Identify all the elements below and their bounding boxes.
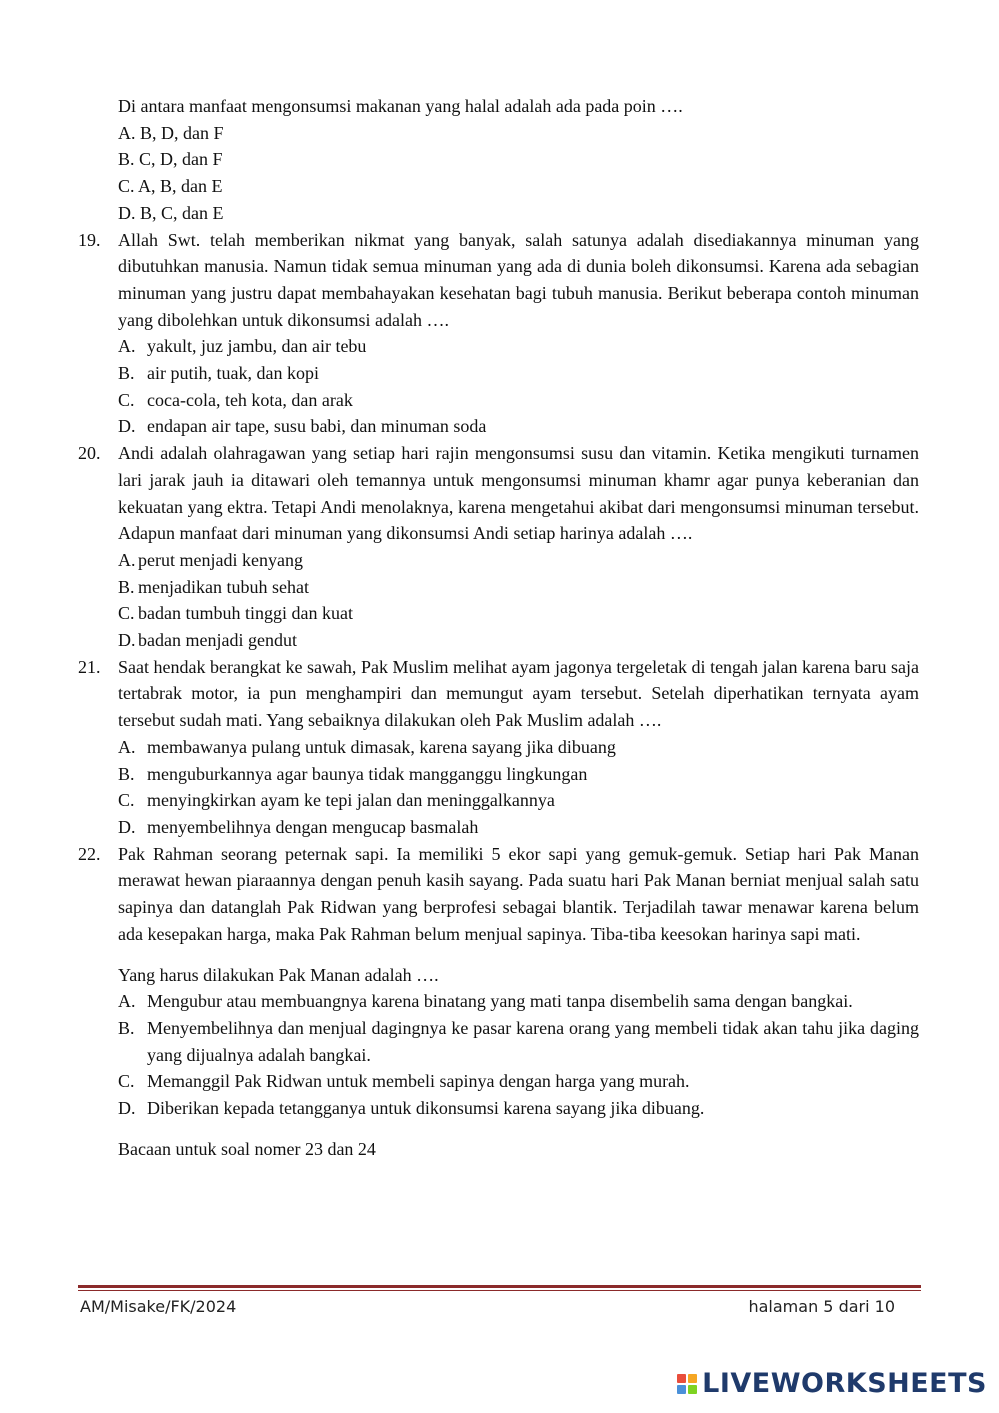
option-text: membawanya pulang untuk dimasak, karena sayang jika dibuang [147, 736, 616, 757]
option-text: endapan air tape, susu babi, dan minuman soda [147, 416, 487, 437]
option-text: menjadikan tubuh sehat [138, 576, 309, 597]
q22-option-d [118, 1095, 919, 1122]
option-letter: D. [118, 416, 136, 437]
question-text: Saat hendak berangkat ke sawah, Pak Muslim melihat ayam jagonya tergeletak di tengah jalan karena baru saja tertabrak motor, ia pun menghampiri dan memungut ayam tersebut. Setelah diperhatikan ternyata ayam tersebut sudah mati. Yang sebaiknya dilakukan oleh Pak Muslim adalah …. [118, 656, 919, 731]
q20-option-a [118, 547, 919, 574]
question-19 [78, 227, 919, 334]
option-letter: C. [118, 1071, 135, 1092]
option-letter: A. [118, 991, 136, 1012]
question-text: Pak Rahman seorang peternak sapi. Ia memiliki 5 ekor sapi yang gemuk-gemuk. Setiap hari Pak Manan merawat hewan piaraannya dengan penuh kasih sayang. Pada suatu hari Pak Manan berniat menjual salah satu sapinya dan datanglah Pak Ridwan yang berprofesi sebagai blantik. Terjadilah tawar menawar karena belum ada kesepakan harga, maka Pak Rahman belum menjual sapinya. Tiba-tiba keesokan harinya sapi mati. [118, 843, 919, 944]
spacer [78, 1122, 919, 1136]
intro-stem: Di antara manfaat mengonsumsi makanan yang halal adalah ada pada poin …. [118, 96, 683, 116]
footer-page-number: halaman 5 dari 10 [748, 1297, 895, 1316]
footer-rule-thick [78, 1285, 921, 1288]
option-letter: D. [118, 630, 136, 651]
option-text: menyembelihnya dengan mengucap basmalah [147, 816, 479, 837]
q20-option-b [118, 574, 919, 601]
q21-option-d [118, 814, 919, 841]
question-20 [78, 440, 919, 547]
option-letter: A. [118, 736, 136, 757]
option-letter: A. [118, 336, 136, 357]
option-letter: A. [118, 549, 136, 570]
option-text: air putih, tuak, dan kopi [147, 363, 319, 384]
option-letter: C. [118, 389, 135, 410]
q22-option-c [118, 1068, 919, 1095]
option-letter: B. [118, 763, 135, 784]
question-21 [78, 654, 919, 734]
intro-option-c: C. A, B, dan E [118, 176, 223, 197]
option-text: Mengubur atau membuangnya karena binatang yang mati tanpa disembelih sama dengan bangkai. [147, 991, 853, 1012]
question-text: Andi adalah olahragawan yang setiap hari rajin mengonsumsi susu dan vitamin. Ketika mengikuti turnamen lari jarak jauh ia ditawari oleh temannya untuk mengonsumsi minuman khamr agar punya keberanian dan kekuatan yang ektra. Tetapi Andi menolaknya, karena mengetahui akibat dari mengonsumsi minuman tersebut. Adapun manfaat dari minuman yang dikonsumsi Andi setiap harinya adalah …. [118, 443, 919, 544]
q22-option-b [118, 1015, 919, 1068]
option-text: perut menjadi kenyang [138, 549, 303, 570]
option-letter: C. [118, 603, 135, 624]
option-letter: D. [118, 816, 136, 837]
intro-option-b: B. C, D, dan F [118, 149, 223, 170]
option-text: yakult, juz jambu, dan air tebu [147, 336, 367, 357]
logo-square-orange [688, 1374, 697, 1383]
logo-square-blue [677, 1385, 686, 1394]
option-letter: B. [118, 576, 135, 597]
q21-option-a [118, 734, 919, 761]
q20-option-d [118, 627, 919, 654]
option-text: menguburkannya agar baunya tidak mangganggu lingkungan [147, 763, 588, 784]
footer-document-code: AM/Misake/FK/2024 [80, 1297, 237, 1316]
q19-option-c [118, 387, 919, 414]
page-content [78, 93, 919, 1162]
question-number: 22. [78, 843, 101, 864]
spacer [78, 948, 919, 962]
intro-option-a: A. B, D, dan F [118, 122, 224, 143]
q19-option-a [118, 333, 919, 360]
q21-option-c [118, 787, 919, 814]
intro-option-d: D. B, C, dan E [118, 202, 224, 223]
option-letter: B. [118, 363, 135, 384]
q21-option-b [118, 761, 919, 788]
question-text: Allah Swt. telah memberikan nikmat yang banyak, salah satunya adalah disediakannya minuman yang dibutuhkan manusia. Namun tidak semua minuman yang ada di dunia boleh dikonsumsi. Karena ada sebagian minuman yang justru dapat membahayakan kesehatan bagi tubuh manusia. Berikut beberapa contoh minuman yang dibolehkan untuk dikonsumsi adalah …. [118, 229, 919, 330]
q19-option-d [118, 413, 919, 440]
question-number: 20. [78, 443, 101, 464]
q19-option-b [118, 360, 919, 387]
option-letter: B. [118, 1017, 135, 1038]
q22-prompt: Yang harus dilakukan Pak Manan adalah …. [118, 964, 439, 985]
q22-option-a [118, 988, 919, 1015]
option-text: badan tumbuh tinggi dan kuat [138, 603, 353, 624]
option-text: menyingkirkan ayam ke tepi jalan dan meninggalkannya [147, 790, 555, 811]
option-text: Diberikan kepada tetangganya untuk dikonsumsi karena sayang jika dibuang. [147, 1098, 705, 1119]
option-text: coca-cola, teh kota, dan arak [147, 389, 353, 410]
logo-square-green [688, 1385, 697, 1394]
footer-rule-thin [78, 1290, 921, 1291]
liveworksheets-logo[interactable] [677, 1368, 987, 1399]
question-number: 19. [78, 229, 101, 250]
liveworksheets-logo-icon [677, 1374, 697, 1394]
question-number: 21. [78, 656, 101, 677]
option-text: Memanggil Pak Ridwan untuk membeli sapinya dengan harga yang murah. [147, 1071, 690, 1092]
question-22 [78, 841, 919, 948]
logo-square-red [677, 1374, 686, 1383]
option-text: badan menjadi gendut [138, 630, 297, 651]
liveworksheets-logo-text: LIVEWORKSHEETS [702, 1368, 987, 1399]
reading-note: Bacaan untuk soal nomer 23 dan 24 [118, 1138, 376, 1159]
option-letter: C. [118, 790, 135, 811]
option-text: Menyembelihnya dan menjual dagingnya ke pasar karena orang yang membeli tidak akan tahu jika daging yang dijualnya adalah bangkai. [147, 1017, 919, 1065]
option-letter: D. [118, 1098, 136, 1119]
q20-option-c [118, 600, 919, 627]
